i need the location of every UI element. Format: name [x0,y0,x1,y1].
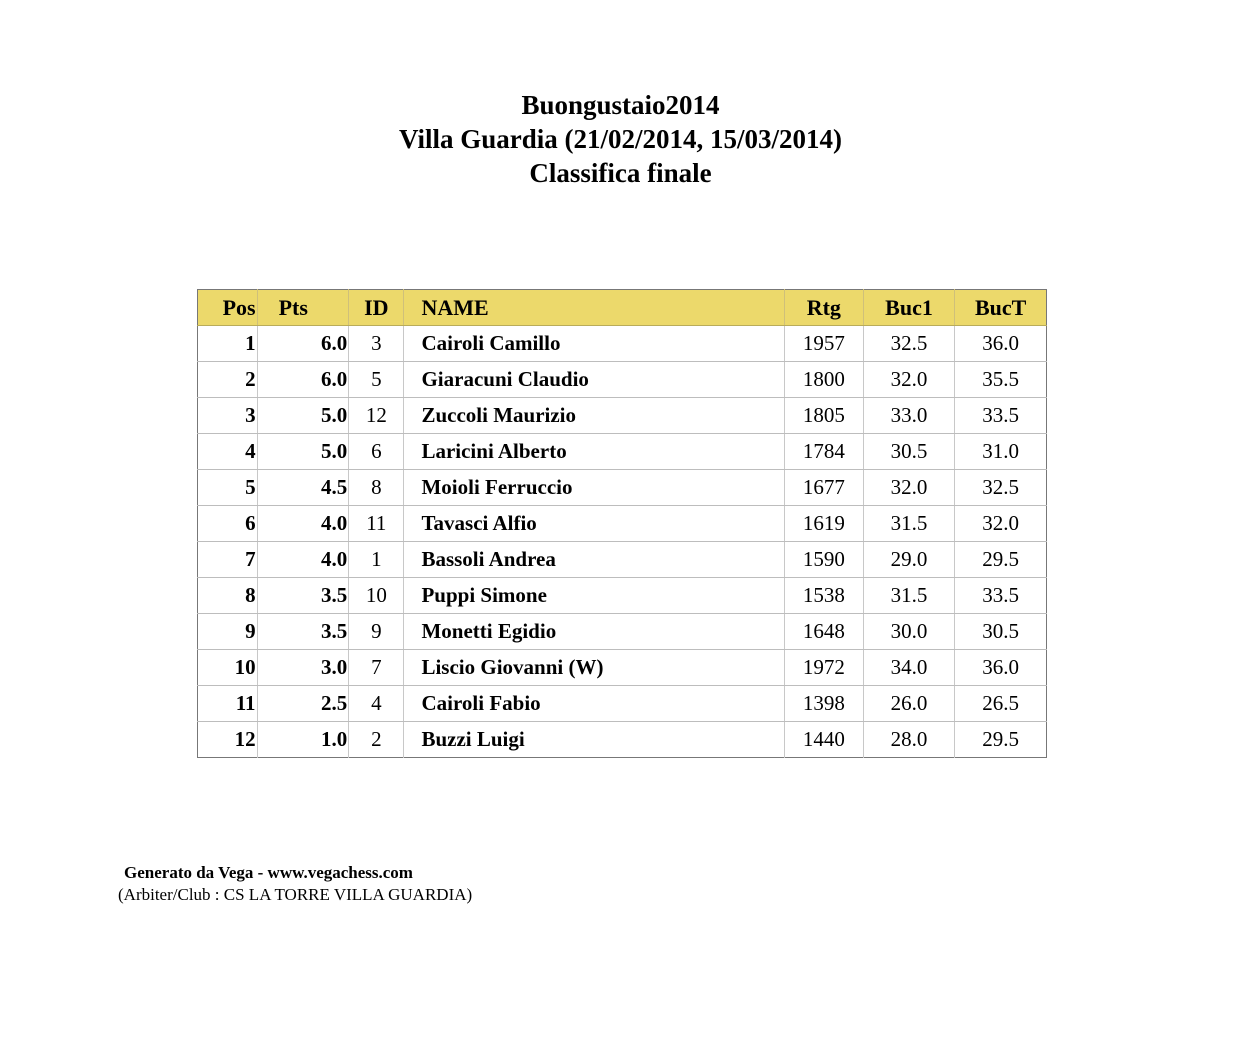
cell-rtg: 1972 [784,650,863,686]
cell-id: 11 [349,506,404,542]
table-row [198,362,1047,398]
cell-pts: 3.5 [257,578,349,614]
cell-buc1: 31.5 [863,506,954,542]
cell-pos: 1 [198,326,258,362]
cell-pts: 3.5 [257,614,349,650]
cell-id: 3 [349,326,404,362]
cell-buct: 29.5 [955,542,1047,578]
cell-pts: 5.0 [257,434,349,470]
table-row [198,326,1047,362]
document-footer [118,862,472,906]
cell-buc1: 30.5 [863,434,954,470]
tournament-title: Buongustaio2014 [521,90,720,120]
cell-buct: 35.5 [955,362,1047,398]
cell-name: Moioli Ferruccio [404,470,784,506]
cell-buct: 26.5 [955,686,1047,722]
cell-pts: 2.5 [257,686,349,722]
cell-name: Laricini Alberto [404,434,784,470]
cell-pos: 5 [198,470,258,506]
cell-buc1: 33.0 [863,398,954,434]
cell-id: 12 [349,398,404,434]
cell-name: Zuccoli Maurizio [404,398,784,434]
cell-buct: 31.0 [955,434,1047,470]
cell-buct: 36.0 [955,326,1047,362]
cell-id: 10 [349,578,404,614]
table-row [198,650,1047,686]
cell-name: Bassoli Andrea [404,542,784,578]
cell-buc1: 30.0 [863,614,954,650]
cell-buct: 32.5 [955,470,1047,506]
table-row [198,542,1047,578]
cell-rtg: 1648 [784,614,863,650]
cell-pts: 1.0 [257,722,349,758]
cell-name: Monetti Egidio [404,614,784,650]
standings-caption: Classifica finale [529,158,712,188]
col-header-pts: Pts [257,290,349,326]
tournament-location-dates: Villa Guardia (21/02/2014, 15/03/2014) [398,124,842,154]
table-row [198,398,1047,434]
cell-id: 7 [349,650,404,686]
cell-id: 8 [349,470,404,506]
col-header-pos: Pos [198,290,258,326]
cell-id: 6 [349,434,404,470]
generator-credit: Generato da Vega - www.vegachess.com [124,863,413,882]
cell-pts: 4.5 [257,470,349,506]
cell-name: Buzzi Luigi [404,722,784,758]
cell-id: 1 [349,542,404,578]
cell-rtg: 1805 [784,398,863,434]
cell-rtg: 1398 [784,686,863,722]
col-header-buct: BucT [955,290,1047,326]
cell-buc1: 26.0 [863,686,954,722]
table-row [198,722,1047,758]
cell-buc1: 32.0 [863,362,954,398]
cell-buc1: 29.0 [863,542,954,578]
cell-id: 5 [349,362,404,398]
table-header [198,290,1047,326]
cell-rtg: 1800 [784,362,863,398]
cell-pts: 5.0 [257,398,349,434]
table-row [198,578,1047,614]
cell-pts: 4.0 [257,506,349,542]
header-row [198,290,1047,326]
cell-id: 2 [349,722,404,758]
table-row [198,434,1047,470]
cell-rtg: 1590 [784,542,863,578]
table-body [198,326,1047,758]
cell-rtg: 1538 [784,578,863,614]
cell-buc1: 34.0 [863,650,954,686]
cell-rtg: 1677 [784,470,863,506]
cell-buct: 36.0 [955,650,1047,686]
cell-buc1: 28.0 [863,722,954,758]
table-row [198,686,1047,722]
cell-pts: 3.0 [257,650,349,686]
cell-buct: 30.5 [955,614,1047,650]
cell-pos: 7 [198,542,258,578]
cell-id: 9 [349,614,404,650]
cell-name: Tavasci Alfio [404,506,784,542]
cell-pos: 9 [198,614,258,650]
cell-pts: 6.0 [257,326,349,362]
col-header-rtg: Rtg [784,290,863,326]
cell-buct: 33.5 [955,578,1047,614]
cell-rtg: 1784 [784,434,863,470]
col-header-buc1: Buc1 [863,290,954,326]
table-row [198,614,1047,650]
cell-buct: 29.5 [955,722,1047,758]
cell-buc1: 31.5 [863,578,954,614]
cell-buc1: 32.0 [863,470,954,506]
cell-buct: 33.5 [955,398,1047,434]
cell-name: Giaracuni Claudio [404,362,784,398]
cell-pos: 2 [198,362,258,398]
cell-pos: 12 [198,722,258,758]
cell-pos: 3 [198,398,258,434]
cell-rtg: 1619 [784,506,863,542]
table-row [198,506,1047,542]
cell-pts: 4.0 [257,542,349,578]
arbiter-club: (Arbiter/Club : CS LA TORRE VILLA GUARDIA) [118,885,473,904]
cell-pos: 8 [198,578,258,614]
cell-name: Puppi Simone [404,578,784,614]
cell-pos: 10 [198,650,258,686]
cell-buct: 32.0 [955,506,1047,542]
cell-pos: 6 [198,506,258,542]
document-header [0,88,1241,190]
col-header-name: NAME [404,290,784,326]
standings-table [197,289,1047,758]
col-header-id: ID [349,290,404,326]
cell-pts: 6.0 [257,362,349,398]
cell-pos: 11 [198,686,258,722]
table-row [198,470,1047,506]
cell-buc1: 32.5 [863,326,954,362]
cell-rtg: 1440 [784,722,863,758]
cell-id: 4 [349,686,404,722]
cell-name: Liscio Giovanni (W) [404,650,784,686]
cell-name: Cairoli Fabio [404,686,784,722]
cell-pos: 4 [198,434,258,470]
cell-name: Cairoli Camillo [404,326,784,362]
cell-rtg: 1957 [784,326,863,362]
